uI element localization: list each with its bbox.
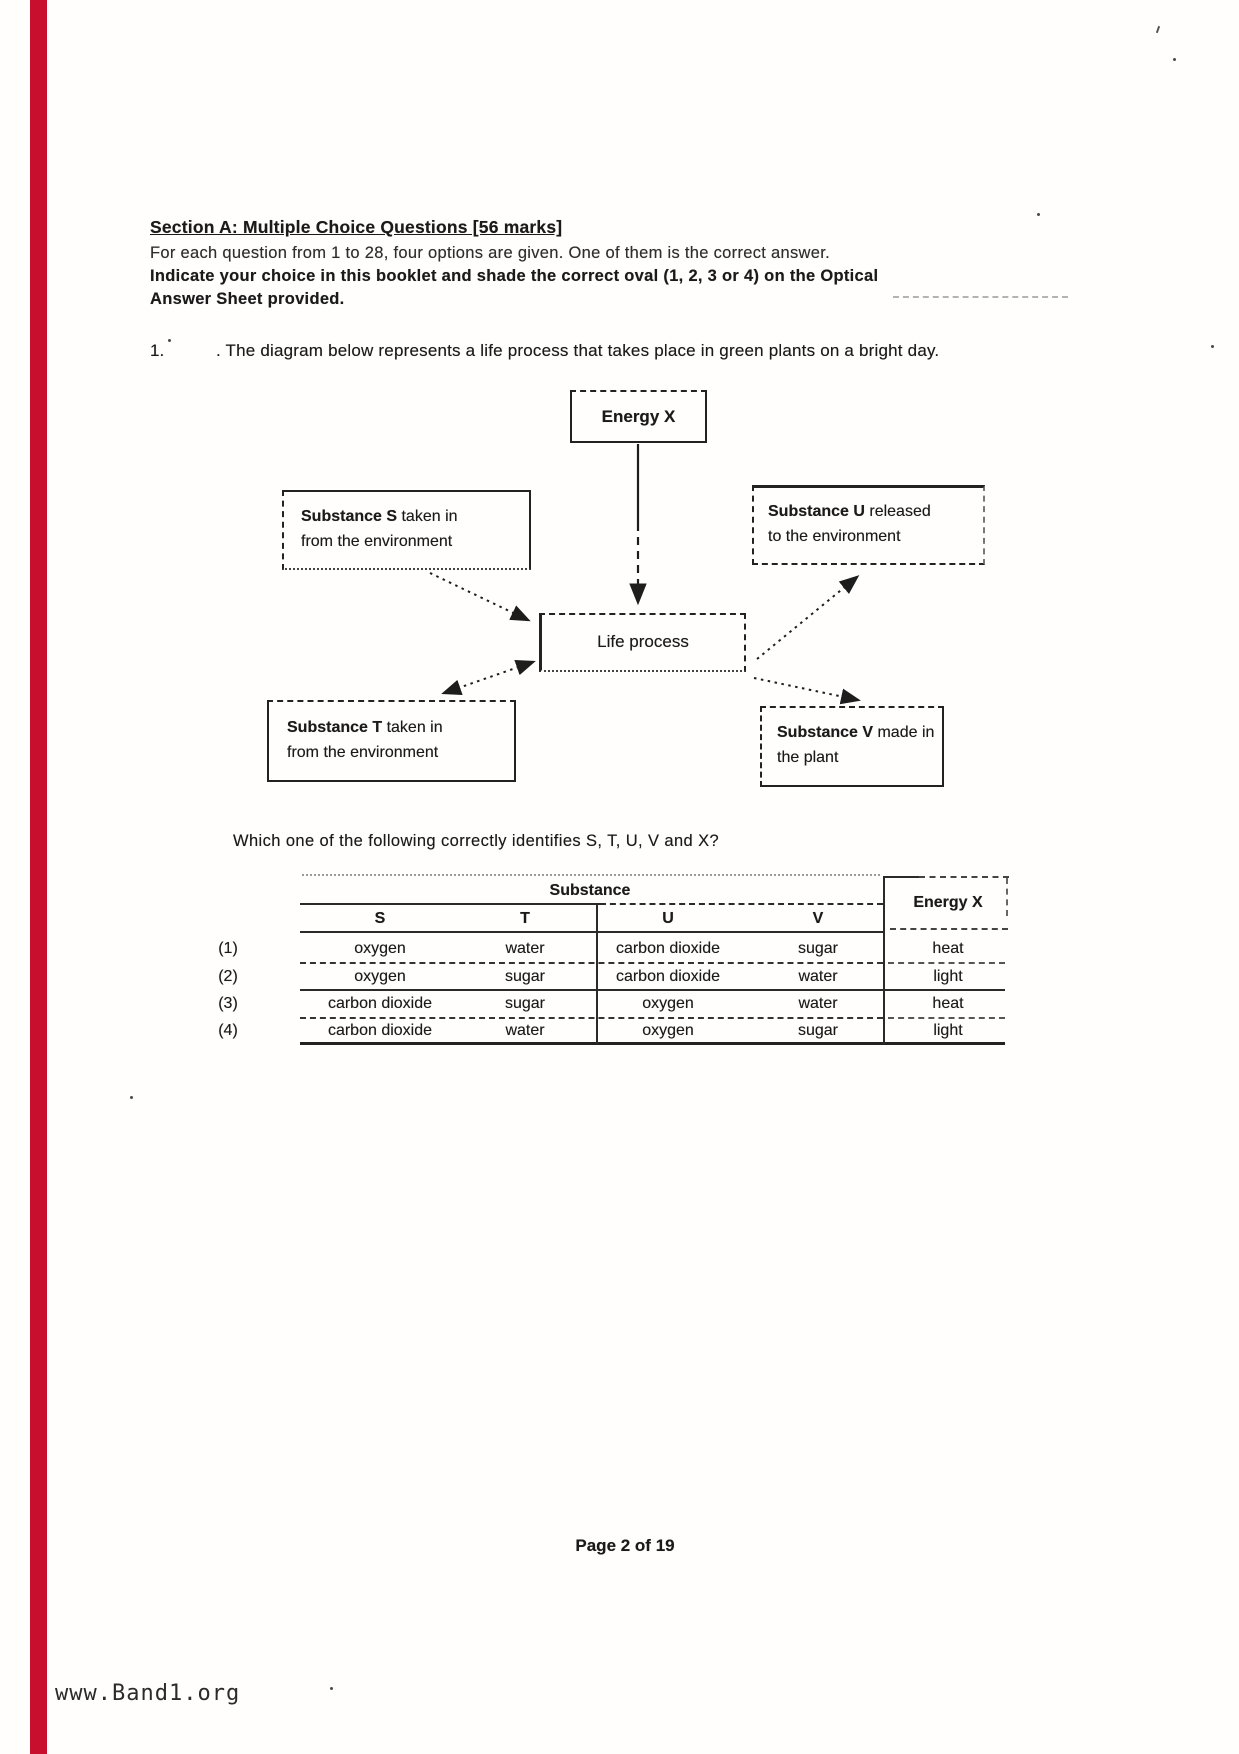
substance-v-rest: made in (873, 724, 935, 741)
scan-speck (330, 1687, 333, 1690)
page-number: Page 2 of 19 (575, 1536, 675, 1555)
option-label-4: (4) (218, 1022, 238, 1039)
table-row-separator-1 (300, 962, 883, 964)
table-cell: sugar (504, 995, 546, 1012)
substance-u-rest: released (864, 503, 931, 520)
substance-s-line2: from the environment (301, 533, 453, 550)
instructions-line-3: Answer Sheet provided. (150, 290, 345, 308)
diagram-box-substance-u (752, 485, 985, 565)
option-label-1: (1) (218, 940, 238, 957)
table-energy-bracket-top (919, 876, 1009, 878)
table-column-header-u: U (662, 910, 674, 927)
table-group-header-substance: Substance (549, 882, 631, 899)
table-column-header-t: T (520, 910, 530, 927)
table-cell: carbon dioxide (615, 968, 721, 985)
scan-speck (130, 1096, 133, 1099)
diagram-box-substance-v (760, 706, 944, 787)
table-energy-bracket-corner (883, 876, 919, 878)
table-header-underline (300, 931, 883, 933)
table-cell: carbon dioxide (327, 995, 433, 1012)
instructions-line-1: For each question from 1 to 28, four options are given. One of them is the correct answer. (150, 244, 831, 262)
question-number: 1. (150, 341, 165, 360)
table-cell: heat (932, 995, 964, 1012)
table-row-separator-2 (300, 989, 1005, 991)
table-column-header-v: V (812, 910, 824, 927)
table-header-energy-x: Energy X (913, 894, 983, 911)
scan-speck (1211, 345, 1214, 348)
arrow-life-to-u (757, 577, 857, 659)
diagram-box-energy-x (570, 390, 707, 443)
table-row-separator-1x (888, 962, 1005, 964)
section-heading: Section A: Multiple Choice Questions [56 marks] (150, 217, 563, 237)
option-label-3: (3) (218, 995, 238, 1012)
arrow-t-to-life (444, 662, 533, 693)
red-binding-stripe (30, 0, 47, 1754)
substance-t-title: Substance T (287, 719, 383, 736)
scan-speck (1173, 58, 1176, 61)
watermark-url: www.Band1.org (55, 1681, 241, 1706)
table-substance-underline-dashed (600, 903, 883, 905)
arrow-s-to-life (430, 573, 528, 620)
table-cell: water (505, 940, 545, 957)
table-cell: carbon dioxide (327, 1022, 433, 1039)
substance-u-title: Substance U (768, 503, 865, 520)
table-cell: water (505, 1022, 545, 1039)
substance-v-line2: the plant (777, 749, 839, 766)
substance-t-rest: taken in (382, 719, 443, 736)
table-cell: sugar (504, 968, 546, 985)
instructions-line-2: Indicate your choice in this booklet and shade the correct oval (1, 2, 3 or 4) on the Optical (150, 267, 879, 285)
substance-s-title: Substance S (301, 508, 398, 525)
scan-speck (1156, 26, 1160, 33)
question-text: . The diagram below represents a life process that takes place in green plants on a bright day. (216, 341, 940, 360)
option-label-2: (2) (218, 968, 238, 985)
substance-v-title: Substance V (777, 724, 874, 741)
energy-x-label: Energy X (601, 407, 676, 426)
scan-smudge (893, 296, 1068, 298)
table-top-border (302, 874, 880, 876)
which-question-text: Which one of the following correctly identifies S, T, U, V and X? (233, 832, 720, 850)
table-cell: sugar (797, 940, 839, 957)
table-cell: sugar (797, 1022, 839, 1039)
substance-u-line2: to the environment (768, 528, 901, 545)
substance-s-rest: taken in (397, 508, 458, 525)
table-cell: light (933, 1022, 963, 1039)
life-process-label: Life process (597, 632, 689, 651)
table-cell: heat (932, 940, 964, 957)
table-energy-header-underline (890, 928, 1008, 930)
diagram-box-life-process (539, 613, 746, 672)
table-cell: oxygen (354, 968, 406, 985)
table-cell: oxygen (354, 940, 406, 957)
table-cell: carbon dioxide (615, 940, 721, 957)
scan-speck (168, 339, 171, 342)
table-cell: water (798, 995, 838, 1012)
diagram-box-substance-t (267, 700, 516, 782)
diagram-box-substance-s (282, 490, 531, 570)
scan-speck (1037, 213, 1040, 216)
table-substance-underline (300, 903, 600, 905)
table-cell: oxygen (642, 995, 694, 1012)
table-cell: oxygen (642, 1022, 694, 1039)
table-cell: water (798, 968, 838, 985)
table-cell: light (933, 968, 963, 985)
arrow-life-to-v (754, 678, 858, 700)
substance-t-line2: from the environment (287, 744, 439, 761)
table-column-header-s: S (374, 910, 386, 927)
